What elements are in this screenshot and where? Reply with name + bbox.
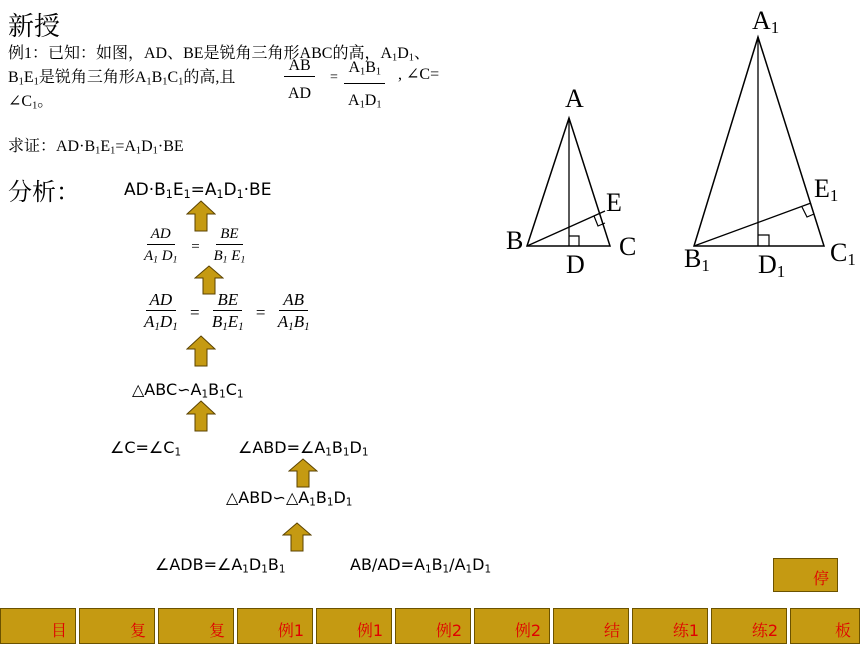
vertex-label-d1: $D_1$ <box>758 250 786 282</box>
analysis-step-similar-abc: $\triangle ABC∽A_1B_1C_1$ <box>132 380 244 401</box>
up-arrow-icon <box>186 335 216 367</box>
vertex-label-d: D <box>566 250 585 279</box>
stop-button[interactable]: 停 <box>773 558 838 592</box>
analysis-step-angle-c: $\angle C=\angle C_1$ <box>110 438 182 459</box>
nav-button-example-2b[interactable]: 例2 <box>474 608 550 644</box>
given-equals: = <box>330 70 338 85</box>
analysis-step-triple-ratio: $\frac{AD}{A_1D_1}$ = $\frac{BE}{B_1E_1}$ = $\frac{AB}{A_1B_1}$ <box>144 290 310 333</box>
nav-button-example-1b[interactable]: 例1 <box>316 608 392 644</box>
vertex-label-a1: $A_1$ <box>752 6 780 38</box>
up-arrow-icon <box>282 522 312 552</box>
nav-button-example-2a[interactable]: 例2 <box>395 608 471 644</box>
analysis-label: 分析： <box>8 178 80 206</box>
vertex-label-b: B <box>506 226 524 255</box>
given-fraction-2: $\frac{A_1B_1}{A_1D_1}$ <box>344 58 386 116</box>
vertex-label-c: C <box>619 232 637 261</box>
triangle-a1b1c1-figure <box>680 20 850 280</box>
vertex-label-e: E <box>606 188 622 217</box>
nav-button-review-2[interactable]: 复 <box>158 608 234 644</box>
analysis-step-angle-abd: $\angle ABD=\angle A_1B_1D_1$ <box>238 438 369 459</box>
nav-button-toc[interactable]: 目 <box>0 608 76 644</box>
analysis-step-ratio-abad: $AB/AD=A_1B_1/A_1D_1$ <box>350 555 492 576</box>
nav-button-summary[interactable]: 结 <box>553 608 629 644</box>
vertex-label-b1: $B_1$ <box>684 244 710 276</box>
given-fraction-1: $\frac{AB}{AD}$ <box>284 56 315 105</box>
up-arrow-icon <box>186 400 216 432</box>
analysis-step-angle-adb: $\angle ADB=\angle A_1D_1B_1$ <box>155 555 286 576</box>
vertex-label-e1: $E_1$ <box>814 174 839 206</box>
problem-line-1: 例1：已知：如图，AD、BE是锐角三角形ABC的高，$A_1D_1$、 <box>8 45 430 64</box>
nav-button-practice-1[interactable]: 练1 <box>632 608 708 644</box>
nav-button-practice-2[interactable]: 练2 <box>711 608 787 644</box>
prove-statement: 求证：$AD\cdot B_1E_1=A_1D_1\cdot BE$ <box>8 138 184 157</box>
vertex-label-c1: $C_1$ <box>830 238 856 270</box>
nav-button-board[interactable]: 板 <box>790 608 860 644</box>
vertex-label-a: A <box>565 84 584 113</box>
problem-line-2: $B_1E_1$是锐角三角形$A_1B_1C_1$的高,且 <box>8 69 236 88</box>
page-title: 新授 <box>8 12 61 42</box>
nav-button-example-1a[interactable]: 例1 <box>237 608 313 644</box>
analysis-step-ratio: $\frac{AD}{A_1 D_1}$ = $\frac{BE}{B_1 E_1}$ <box>144 226 246 266</box>
given-angle: , ∠C= <box>398 66 440 83</box>
nav-button-review-1[interactable]: 复 <box>79 608 155 644</box>
up-arrow-icon <box>186 200 216 232</box>
analysis-step-goal: $AD\cdot B_1E_1=A_1D_1\cdot BE$ <box>124 180 272 201</box>
problem-line-3: $\angle C_1$。 <box>8 93 54 112</box>
up-arrow-icon <box>194 265 224 295</box>
analysis-step-similar-abd: $\triangle ABD∽\triangle A_1B_1D_1$ <box>226 488 353 509</box>
up-arrow-icon <box>288 458 318 488</box>
